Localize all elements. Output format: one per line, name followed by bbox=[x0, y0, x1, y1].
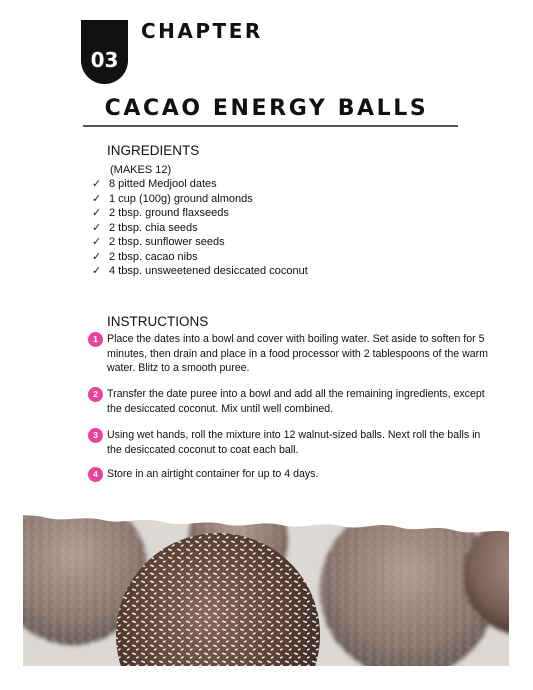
checkmark-icon: ✓ bbox=[92, 250, 102, 263]
ingredient-text: 4 tbsp. unsweetened desiccated coconut bbox=[109, 265, 308, 277]
servings-note: (MAKES 12) bbox=[110, 164, 172, 176]
recipe-title: CACAO ENERGY BALLS bbox=[104, 96, 429, 121]
ingredient-item bbox=[92, 206, 308, 221]
ingredient-item bbox=[92, 177, 308, 192]
checkmark-icon: ✓ bbox=[92, 207, 102, 219]
ingredient-item bbox=[92, 235, 308, 250]
checkmark-icon: ✓ bbox=[92, 265, 102, 277]
ingredient-item bbox=[92, 264, 308, 279]
ingredient-item bbox=[92, 192, 308, 207]
ingredient-text: 1 cup (100g) ground almonds bbox=[109, 192, 253, 205]
step-text: Place the dates into a bowl and cover with boiling water. Set aside to soften for 5 minutes, then drain and place in a food processor with 2 tablespoons of the warm water. Blitz to a smooth puree. bbox=[107, 333, 489, 374]
chapter-label: CHAPTER bbox=[141, 19, 263, 43]
ingredient-item bbox=[92, 250, 308, 265]
ingredients-list bbox=[92, 177, 308, 279]
title-divider bbox=[83, 125, 458, 127]
ingredient-item bbox=[92, 221, 308, 236]
energy-balls-photo bbox=[23, 500, 509, 666]
ingredient-text: 2 tbsp. cacao nibs bbox=[109, 250, 198, 263]
step-number-badge: 2 bbox=[88, 387, 103, 402]
step-number-badge: 1 bbox=[88, 332, 103, 347]
chapter-number: 03 bbox=[90, 48, 119, 72]
checkmark-icon: ✓ bbox=[92, 178, 102, 190]
ingredient-text: 2 tbsp. sunflower seeds bbox=[109, 236, 225, 248]
step-text: Transfer the date puree into a bowl and add all the remaining ingredients, except the desiccated coconut. Mix until well combined. bbox=[107, 388, 485, 415]
checkmark-icon: ✓ bbox=[92, 221, 102, 234]
ingredient-text: 2 tbsp. ground flaxseeds bbox=[109, 207, 229, 219]
step-number-badge: 3 bbox=[88, 428, 103, 443]
checkmark-icon: ✓ bbox=[92, 236, 102, 248]
ingredients-heading: INGREDIENTS bbox=[107, 143, 200, 158]
step-text: Using wet hands, roll the mixture into 12 walnut-sized balls. Next roll the balls in the desiccated coconut to coat each ball. bbox=[107, 429, 481, 456]
step-text: Store in an airtight container for up to 4 days. bbox=[107, 468, 319, 480]
step-number-badge: 4 bbox=[88, 467, 103, 482]
chapter-tab bbox=[81, 20, 128, 84]
ingredient-text: 8 pitted Medjool dates bbox=[109, 178, 217, 190]
instructions-heading: INSTRUCTIONS bbox=[107, 314, 209, 329]
ingredient-text: 2 tbsp. chia seeds bbox=[109, 221, 198, 234]
checkmark-icon: ✓ bbox=[92, 192, 102, 205]
